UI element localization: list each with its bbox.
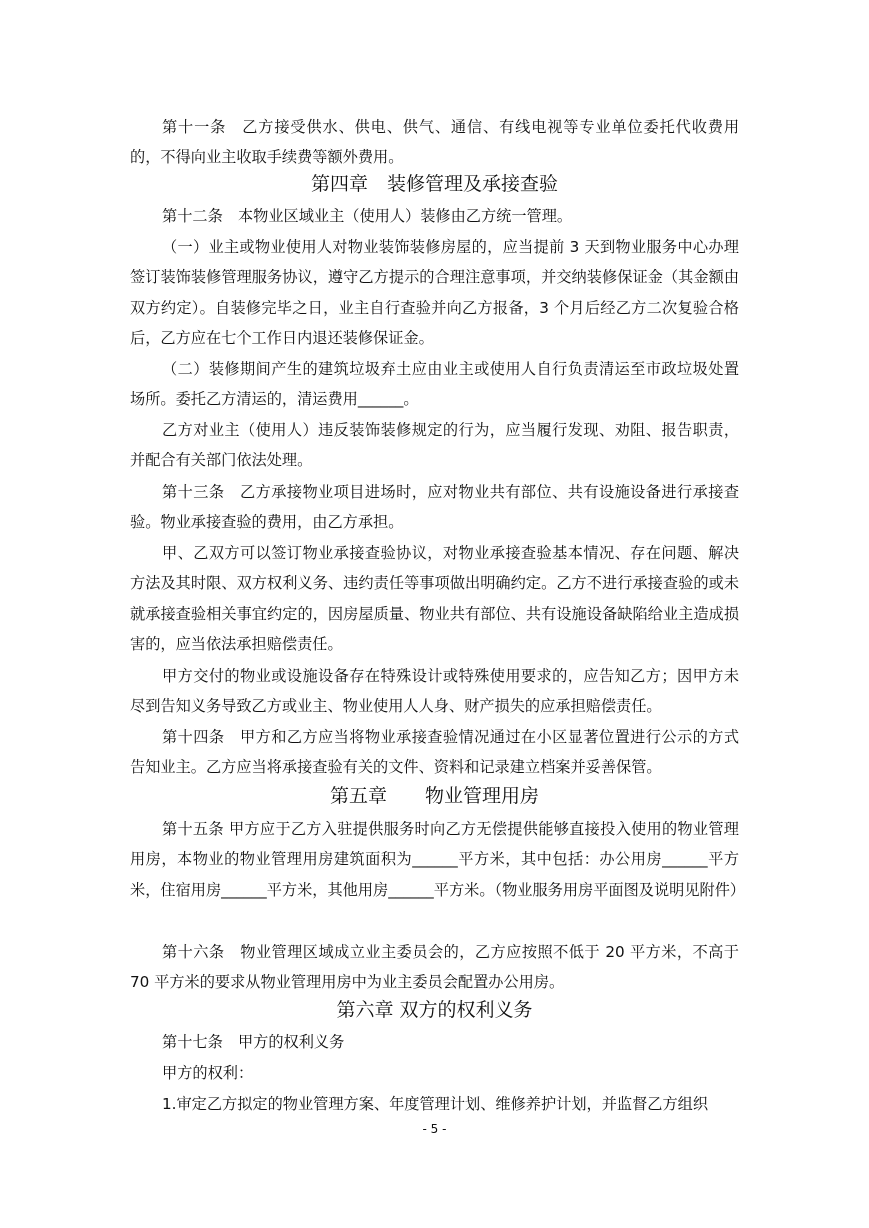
paragraph-article-16: 第十六条 物业管理区域成立业主委员会的，乙方应按照不低于 20 平方米，不高于 70 平方米的要求从物业管理用房中为业主委员会配置办公用房。 xyxy=(130,943,739,992)
paragraph-article-11: 第十一条 乙方接受供水、供电、供气、通信、有线电视等专业单位委托代收费用的，不得向业主收取手续费等额外费用。 xyxy=(130,118,739,167)
paragraph-violation: 乙方对业主（使用人）违反装饰装修规定的行为，应当履行发现、劝阻、报告职责，并配合有关部门依法处理。 xyxy=(130,421,739,470)
paragraph-inspection-agreement: 甲、乙双方可以签订物业承接查验协议，对物业承接查验基本情况、存在问题、解决方法及其时限、双方权利义务、违约责任等事项做出明确约定。乙方不进行承接查验的或未就承接查验相关事宜约定的，因房屋质量、物业共有部位、共有设施设备缺陷给业主造成损害的，应当依法承担赔偿责任。 xyxy=(130,544,739,653)
paragraph-right-1: 1.审定乙方拟定的物业管理方案、年度管理计划、维修养护计划，并监督乙方组织 xyxy=(162,1095,709,1113)
chapter-5-heading: 第五章 物业管理用房 xyxy=(329,785,539,807)
paragraph-article-14: 第十四条 甲方和乙方应当将物业承接查验情况通过在小区显著位置进行公示的方式告知业主。乙方应当将承接查验有关的文件、资料和记录建立档案并妥善保管。 xyxy=(130,728,739,777)
paragraph-article-13: 第十三条 乙方承接物业项目进场时，应对物业共有部位、共有设施设备进行承接查验。物业承接查验的费用，由乙方承担。 xyxy=(130,483,739,532)
paragraph-party-a-rights: 甲方的权利： xyxy=(162,1064,254,1082)
paragraph-article-17: 第十七条 甲方的权利义务 xyxy=(162,1033,345,1051)
page-number: - 5 - xyxy=(422,1122,447,1136)
paragraph-article-15: 第十五条 甲方应于乙方入驻提供服务时向乙方无偿提供能够直接投入使用的物业管理用房，本物业的物业管理用房建筑面积为______平方米，其中包括：办公用房______平方米，住宿用房______平方米，其他用房______平方米。（物业服务用房平面图及说明见附件） xyxy=(130,820,746,899)
chapter-6-heading: 第六章 双方的权利义务 xyxy=(336,999,533,1021)
paragraph-item-2: （二）装修期间产生的建筑垃圾弃土应由业主或使用人自行负责清运至市政垃圾处置场所。委托乙方清运的，清运费用______。 xyxy=(130,360,739,409)
paragraph-special-design: 甲方交付的物业或设施设备存在特殊设计或特殊使用要求的，应告知乙方；因甲方未尽到告知义务导致乙方或业主、物业使用人人身、财产损失的应承担赔偿责任。 xyxy=(130,667,739,716)
paragraph-article-12: 第十二条 本物业区域业主（使用人）装修由乙方统一管理。 xyxy=(162,207,573,225)
paragraph-item-1: （一）业主或物业使用人对物业装饰装修房屋的，应当提前 3 天到物业服务中心办理签订装饰装修管理服务协议，遵守乙方提示的合理注意事项，并交纳装修保证金（其金额由双方约定）。自装修完毕之日，业主自行查验并向乙方报备，3 个月后经乙方二次复验合格后，乙方应在七个工作日内退还装修保证金。 xyxy=(130,238,739,347)
chapter-4-heading: 第四章 装修管理及承接查验 xyxy=(310,173,558,195)
